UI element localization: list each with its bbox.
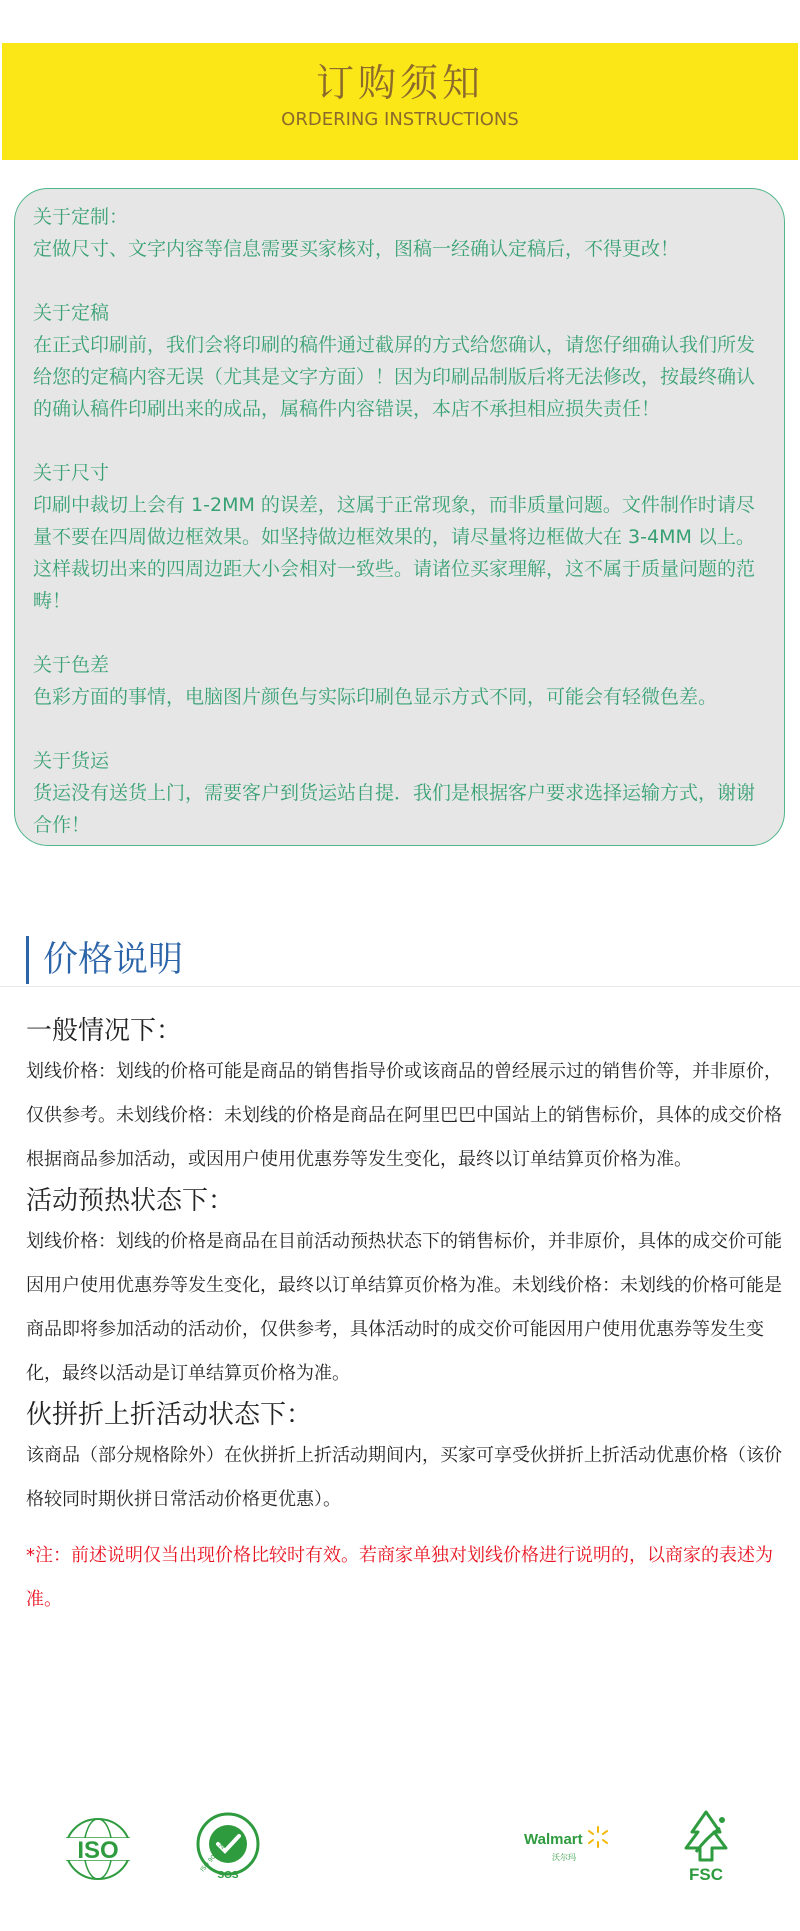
divider (0, 986, 800, 987)
notice-section-size (33, 457, 764, 617)
certification-logos (0, 1808, 800, 1898)
notice-body: 在正式印刷前，我们会将印刷的稿件通过截屏的方式给您确认，请您仔细确认我们所发给您的定稿内容无误（尤其是文字方面）！因为印刷品制版后将无法修改，按最终确认的确认稿件印刷出来的成品，属稿件内容错误，本店不承担相应损失责任！ (33, 334, 756, 420)
group-buy-heading: 伙拼折上折活动状态下： (26, 1400, 313, 1430)
sgs-ring-text: ISO 9001:2000 (199, 1834, 234, 1874)
notice-heading: 关于定稿 (33, 302, 110, 324)
walmart-logo (522, 1822, 608, 1868)
banner-subtitle: ORDERING INSTRUCTIONS (281, 109, 519, 130)
sgs-logo (194, 1810, 262, 1880)
notice-section-final-draft (33, 297, 764, 425)
notice-section-shipping (33, 745, 764, 841)
notice-heading: 关于定制： (33, 206, 129, 228)
preheat-heading: 活动预热状态下： (26, 1186, 235, 1216)
fsc-text: FSC (689, 1865, 723, 1884)
notice-body: 货运没有送货上门，需要客户到货运站自提．我们是根据客户要求选择运输方式，谢谢合作！ (33, 782, 756, 836)
preheat-body: 划线价格：划线的价格是商品在目前活动预热状态下的销售标价，并非原价，具体的成交价可能因用户使用优惠券等发生变化，最终以订单结算页价格为准。未划线价格：未划线的价格可能是商品即将参加活动的活动价，仅供参考，具体活动时的成交价可能因用户使用优惠券等发生变化，最终以活动是订单结算页价格为准。 (26, 1231, 782, 1384)
general-body: 划线价格：划线的价格可能是商品的销售指导价或该商品的曾经展示过的销售价等，并非原价，仅供参考。未划线价格：未划线的价格是商品在阿里巴巴中国站上的销售标价，具体的成交价格根据商品参加活动，或因用户使用优惠券等发生变化，最终以订单结算页价格为准。 (26, 1061, 782, 1170)
price-explanation (26, 1012, 786, 1622)
notice-heading: 关于货运 (33, 750, 110, 772)
spark-icon (589, 1827, 607, 1847)
notice-heading: 关于色差 (33, 654, 110, 676)
notice-section-color (33, 649, 764, 713)
walmart-text: Walmart (524, 1831, 583, 1848)
notice-box (14, 188, 785, 846)
banner-title: 订购须知 (315, 61, 484, 105)
notice-section-custom (33, 201, 764, 265)
group-buy-body: 该商品（部分规格除外）在伙拼折上折活动期间内，买家可享受伙拼折上折活动优惠价格（该价格较同时期伙拼日常活动价格更优惠）。 (26, 1445, 782, 1510)
ordering-instructions-banner (2, 43, 798, 160)
notice-heading: 关于尺寸 (33, 462, 110, 484)
notice-body: 色彩方面的事情，电脑图片颜色与实际印刷色显示方式不同，可能会有轻微色差。 (33, 686, 718, 708)
notice-body: 印刷中裁切上会有 1-2MM 的误差，这属于正常现象，而非质量问题。文件制作时请尽量不要在四周做边框效果。如坚持做边框效果的，请尽量将边框做大在 3-4MM 以上。这样裁切出来的四周边距大小会相对一致些。请诸位买家理解，这不属于质量问题的范畴！ (33, 494, 756, 612)
walmart-cn-text: 沃尔玛 (552, 1853, 576, 1862)
notice-body: 定做尺寸、文字内容等信息需要买家核对，图稿一经确认定稿后，不得更改！ (33, 238, 680, 260)
price-section-title: 价格说明 (26, 936, 183, 984)
general-heading: 一般情况下： (26, 1016, 183, 1046)
sgs-text: SGS (217, 1870, 239, 1880)
fsc-logo (674, 1808, 738, 1884)
iso-logo (60, 1814, 136, 1884)
iso-text: ISO (77, 1837, 119, 1864)
price-note: *注：前述说明仅当出现价格比较时有效。若商家单独对划线价格进行说明的，以商家的表述为准。 (26, 1545, 773, 1610)
